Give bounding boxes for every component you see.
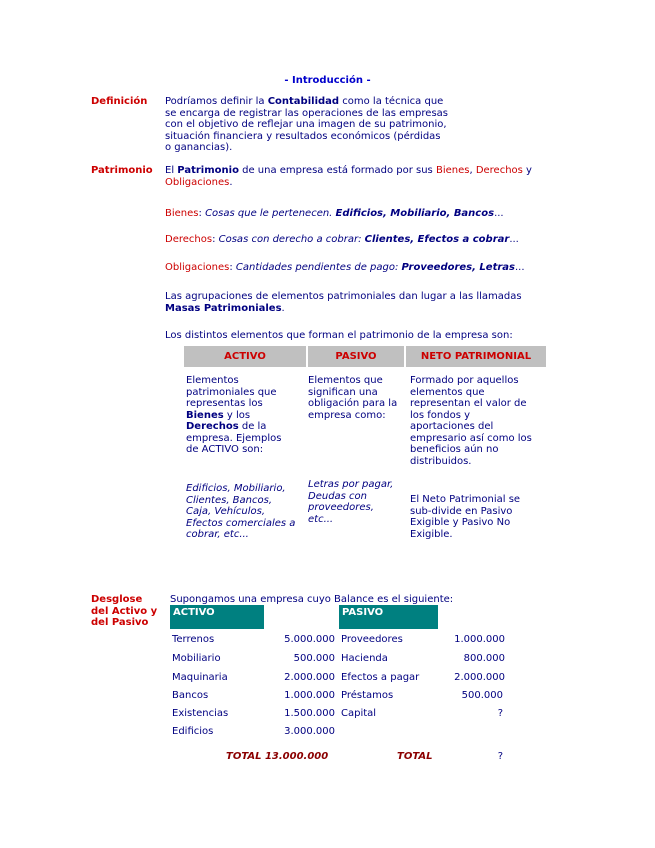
- neto-line: los fondos y: [410, 409, 471, 421]
- pasivo-row-name: Capital: [341, 708, 377, 719]
- derechos-line: [165, 234, 519, 246]
- table1-header-pasivo: PASIVO: [308, 346, 404, 367]
- activo-derechos: Derechos: [186, 421, 239, 432]
- activo-row-value: 2.000.000: [284, 672, 335, 683]
- balance-header-activo: ACTIVO: [170, 605, 264, 629]
- activo-row-value: 3.000.000: [284, 726, 335, 737]
- pasivo-row-name: Proveedores: [341, 634, 403, 645]
- definicion-text-before: Podríamos definir la: [165, 96, 268, 107]
- table1-neto-cell-2: [410, 494, 550, 540]
- activo-example: Clientes, Bancos,: [186, 494, 273, 506]
- desglose-label-line: del Activo y: [91, 605, 158, 617]
- obligaciones-word: Obligaciones: [165, 176, 230, 188]
- bienes-dots: ...: [494, 208, 504, 219]
- pasivo-example: Deudas con: [308, 490, 368, 502]
- obligaciones-desc: Cantidades pendientes de pago:: [235, 262, 402, 273]
- obligaciones-label: Obligaciones: [165, 262, 230, 273]
- obligaciones-line: [165, 262, 525, 274]
- neto-line: Exigible.: [410, 528, 453, 540]
- definicion-line: o ganancias).: [165, 142, 233, 153]
- desglose-label-line: Desglose: [91, 594, 143, 605]
- activo-row-name: Bancos: [172, 690, 209, 701]
- pasivo-row-name: Efectos a pagar: [341, 672, 420, 683]
- table1-activo-examples: [186, 483, 308, 541]
- activo-de-la: de la: [238, 421, 267, 432]
- neto-line: elementos que: [410, 386, 485, 398]
- pasivo-example: Letras por pagar,: [308, 479, 394, 490]
- neto-line: aportaciones del: [410, 421, 494, 432]
- masas-line1: Las agrupaciones de elementos patrimoniales dan lugar a las llamadas: [165, 291, 522, 302]
- pasivo-line: significan una: [308, 386, 378, 398]
- obligaciones-examples: Proveedores, Letras: [401, 262, 515, 273]
- elementos-intro: Los distintos elementos que forman el patrimonio de la empresa son:: [165, 330, 513, 341]
- derechos-examples: Clientes, Efectos a cobrar: [364, 234, 510, 245]
- balance-header-pasivo: PASIVO: [339, 605, 438, 629]
- activo-row-name: Terrenos: [172, 634, 215, 645]
- pasivo-row-value: 500.000: [461, 690, 503, 701]
- pasivo-row-name: Hacienda: [341, 653, 388, 664]
- derechos-word: Derechos: [475, 165, 523, 176]
- activo-row-value: 1.000.000: [284, 690, 335, 701]
- activo-row-value: 5.000.000: [284, 634, 335, 645]
- activo-y-los: y los: [223, 409, 251, 421]
- neto-line: sub-divide en Pasivo: [410, 505, 513, 517]
- pasivo-row-value: 2.000.000: [454, 672, 505, 683]
- neto-line: beneficios aún no: [410, 444, 499, 455]
- activo-row-value: 1.500.000: [284, 708, 335, 719]
- activo-line: patrimoniales que: [186, 386, 277, 398]
- neto-line: El Neto Patrimonial se: [410, 494, 521, 505]
- patrimonio-label: Patrimonio: [91, 165, 153, 176]
- definicion-line: con el objetivo de reflejar una imagen de su patrimonio,: [165, 119, 447, 130]
- definicion-line: situación financiera y resultados económicos (pérdidas: [165, 130, 441, 142]
- total-activo: TOTAL 13.000.000: [226, 751, 329, 762]
- activo-row-name: Edificios: [172, 726, 214, 737]
- pasivo-row-value: 800.000: [463, 653, 505, 664]
- activo-example: Efectos comerciales a: [186, 517, 296, 529]
- derechos-colon: :: [212, 234, 219, 245]
- neto-line: distribuidos.: [410, 455, 472, 467]
- activo-line: de ACTIVO son:: [186, 444, 264, 455]
- activo-example: Edificios, Mobiliario,: [186, 483, 286, 494]
- bienes-examples: Edificios, Mobiliario, Bancos: [335, 208, 495, 219]
- pasivo-line: empresa como:: [308, 409, 386, 421]
- neto-line: representan el valor de: [410, 398, 527, 409]
- obligaciones-dots: ...: [514, 262, 525, 273]
- neto-line: empresario así como los: [410, 432, 532, 444]
- neto-line: Formado por aquellos: [410, 375, 519, 386]
- pasivo-example: etc...: [308, 513, 334, 525]
- masas-dot: .: [281, 302, 285, 314]
- obligaciones-colon: :: [229, 262, 236, 273]
- patrimonio-dot: .: [229, 176, 233, 188]
- masas-term: Masas Patrimoniales: [165, 302, 282, 314]
- desglose-label-line: del Pasivo: [91, 617, 149, 628]
- table1-header-activo: ACTIVO: [184, 346, 306, 367]
- contabilidad-term: Contabilidad: [267, 96, 340, 107]
- total-pasivo-value: ?: [497, 751, 503, 762]
- derechos-label: Derechos: [165, 234, 213, 245]
- page-title: - Introducción -: [284, 75, 371, 86]
- activo-line: representas los: [186, 398, 263, 409]
- pasivo-line: obligación para la: [308, 398, 398, 409]
- patrimonio-t1: El: [165, 165, 178, 176]
- patrimonio-t2: de una empresa está formado por sus: [238, 165, 436, 176]
- activo-line: Elementos: [186, 375, 239, 386]
- masas-text: [165, 291, 595, 314]
- patrimonio-and: y: [522, 165, 532, 176]
- activo-row-name: Mobiliario: [172, 653, 221, 664]
- neto-line: Exigible y Pasivo No: [410, 517, 511, 528]
- definicion-line: se encarga de registrar las operaciones de las empresas: [165, 107, 448, 119]
- pasivo-example: proveedores,: [308, 502, 374, 513]
- derechos-dots: ...: [509, 234, 519, 245]
- table1-pasivo-cell: [308, 375, 408, 421]
- pasivo-row-name: Préstamos: [341, 690, 394, 701]
- activo-bienes: Bienes: [186, 409, 224, 421]
- activo-line: empresa. Ejemplos: [186, 432, 282, 444]
- bienes-line: [165, 208, 504, 220]
- bienes-word: Bienes: [435, 165, 470, 176]
- activo-example: Caja, Vehículos,: [186, 506, 266, 517]
- desglose-label: [91, 594, 157, 629]
- definicion-text-after: como la técnica que: [339, 96, 444, 107]
- bienes-colon: :: [198, 208, 206, 219]
- pasivo-line: Elementos que: [308, 375, 383, 386]
- table1-neto-cell: [410, 375, 550, 467]
- table1-pasivo-examples: [308, 479, 408, 525]
- patrimonio-comma: ,: [469, 165, 476, 176]
- table1-header-neto: NETO PATRIMONIAL: [406, 346, 546, 367]
- bienes-label: Bienes: [165, 208, 199, 219]
- activo-example: cobrar, etc...: [186, 529, 249, 540]
- activo-row-name: Maquinaria: [172, 672, 228, 683]
- definicion-label: Definición: [91, 96, 148, 107]
- patrimonio-text: [165, 165, 585, 188]
- desglose-intro: Supongamos una empresa cuyo Balance es el siguiente:: [170, 594, 454, 605]
- activo-row-name: Existencias: [172, 708, 229, 719]
- bienes-desc: Cosas que le pertenecen.: [205, 208, 336, 219]
- pasivo-row-value: 1.000.000: [454, 634, 505, 645]
- patrimonio-term: Patrimonio: [177, 165, 239, 176]
- activo-row-value: 500.000: [293, 653, 335, 664]
- definicion-text: [165, 96, 585, 154]
- derechos-desc: Cosas con derecho a cobrar:: [218, 234, 365, 245]
- total-pasivo-label: TOTAL: [397, 751, 433, 762]
- pasivo-row-value: ?: [497, 708, 503, 719]
- table1-activo-cell: [186, 375, 306, 456]
